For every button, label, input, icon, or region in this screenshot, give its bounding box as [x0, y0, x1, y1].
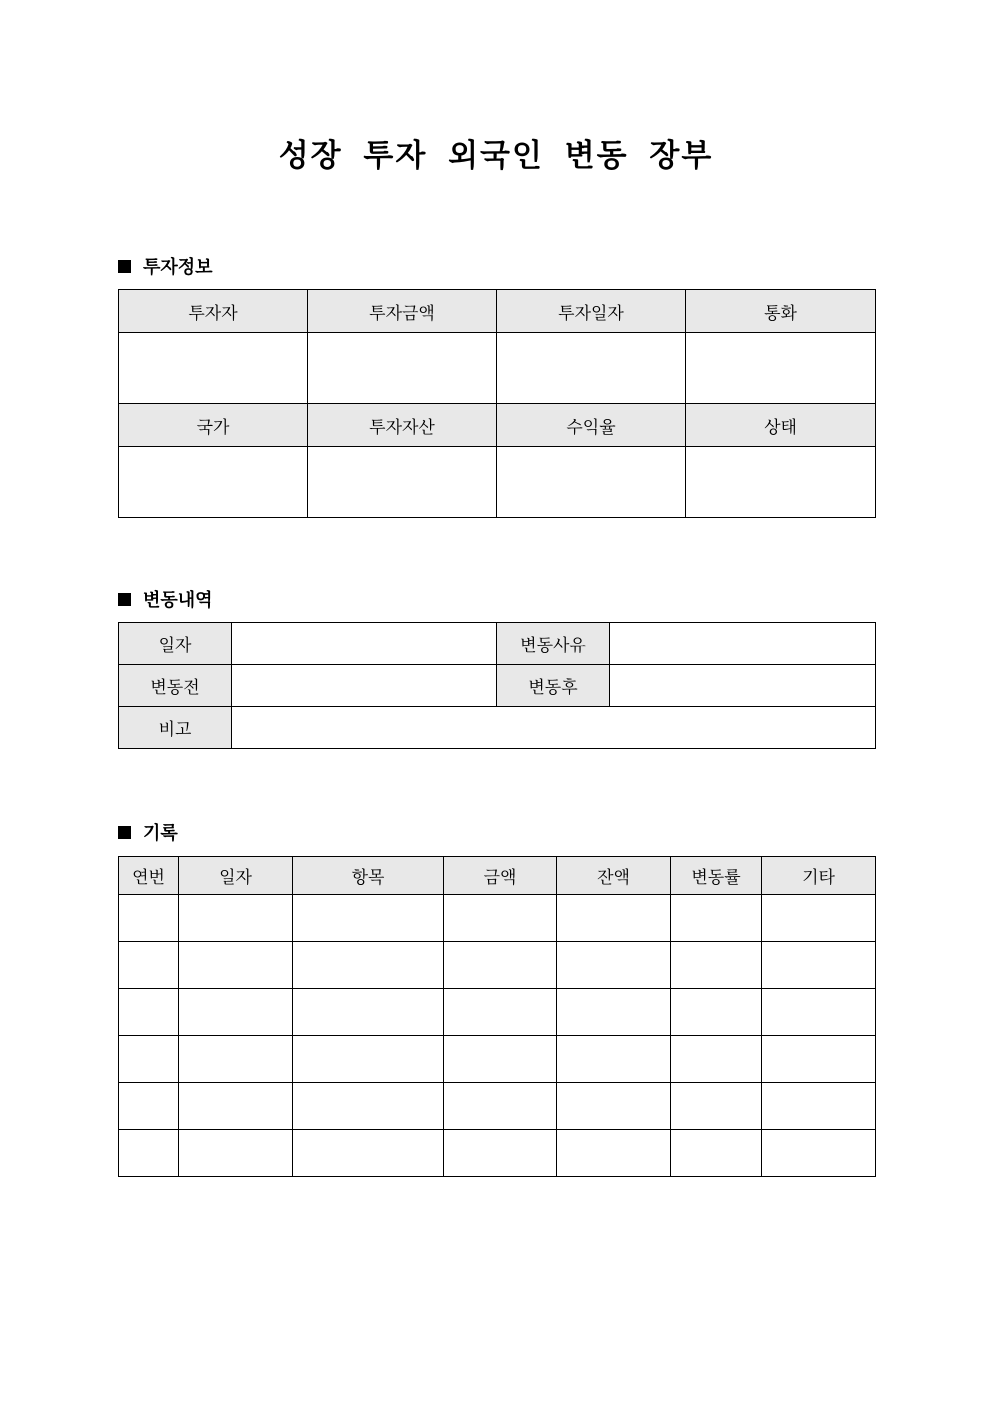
- date-cell[interactable]: [179, 942, 293, 989]
- section-heading-records: [118, 819, 178, 845]
- column-header-change-rate: 변동률: [671, 857, 762, 895]
- square-bullet-icon: [118, 593, 131, 606]
- column-header-other: 기타: [762, 857, 876, 895]
- change-rate-cell[interactable]: [671, 1130, 762, 1177]
- change-rate-cell[interactable]: [671, 895, 762, 942]
- serial-cell[interactable]: [119, 989, 179, 1036]
- other-cell[interactable]: [762, 942, 876, 989]
- table-row: [119, 1083, 876, 1130]
- header-currency: 통화: [686, 290, 876, 333]
- change-row: [119, 665, 876, 707]
- header-investment-amount: 투자금액: [308, 290, 497, 333]
- return-rate-field[interactable]: [497, 447, 686, 518]
- item-cell[interactable]: [293, 1036, 444, 1083]
- change-rate-cell[interactable]: [671, 1036, 762, 1083]
- value-row: [119, 447, 876, 518]
- column-header-balance: 잔액: [557, 857, 671, 895]
- date-cell[interactable]: [179, 1083, 293, 1130]
- column-header-item: 항목: [293, 857, 444, 895]
- country-field[interactable]: [119, 447, 308, 518]
- table-row: [119, 989, 876, 1036]
- square-bullet-icon: [118, 826, 131, 839]
- section-heading-investment-info: [118, 253, 213, 279]
- amount-cell[interactable]: [444, 895, 557, 942]
- item-cell[interactable]: [293, 895, 444, 942]
- investment-info-table: [118, 289, 876, 518]
- note-field[interactable]: [232, 707, 876, 749]
- column-header-serial: 연번: [119, 857, 179, 895]
- date-cell[interactable]: [179, 895, 293, 942]
- serial-cell[interactable]: [119, 1083, 179, 1130]
- header-country: 국가: [119, 404, 308, 447]
- change-rate-cell[interactable]: [671, 989, 762, 1036]
- amount-cell[interactable]: [444, 1083, 557, 1130]
- amount-cell[interactable]: [444, 1130, 557, 1177]
- date-cell[interactable]: [179, 1036, 293, 1083]
- amount-cell[interactable]: [444, 989, 557, 1036]
- currency-field[interactable]: [686, 333, 876, 404]
- table-row: [119, 895, 876, 942]
- other-cell[interactable]: [762, 895, 876, 942]
- before-change-label: 변동전: [119, 665, 232, 707]
- header-row: [119, 404, 876, 447]
- records-header-row: [119, 857, 876, 895]
- header-return-rate: 수익율: [497, 404, 686, 447]
- investor-field[interactable]: [119, 333, 308, 404]
- records-table: [118, 856, 876, 1177]
- before-change-field[interactable]: [232, 665, 497, 707]
- section-heading-change-details: [118, 586, 213, 612]
- header-investment-asset: 투자자산: [308, 404, 497, 447]
- balance-cell[interactable]: [557, 1036, 671, 1083]
- balance-cell[interactable]: [557, 989, 671, 1036]
- change-row: [119, 623, 876, 665]
- header-status: 상태: [686, 404, 876, 447]
- column-header-date: 일자: [179, 857, 293, 895]
- records-body: [119, 895, 876, 1177]
- serial-cell[interactable]: [119, 1036, 179, 1083]
- section-heading-label: 기록: [143, 823, 178, 844]
- section-heading-label: 투자정보: [143, 257, 213, 278]
- change-reason-field[interactable]: [610, 623, 876, 665]
- date-field[interactable]: [232, 623, 497, 665]
- amount-cell[interactable]: [444, 942, 557, 989]
- investment-amount-field[interactable]: [308, 333, 497, 404]
- balance-cell[interactable]: [557, 1130, 671, 1177]
- date-label: 일자: [119, 623, 232, 665]
- serial-cell[interactable]: [119, 1130, 179, 1177]
- other-cell[interactable]: [762, 1083, 876, 1130]
- change-reason-label: 변동사유: [497, 623, 610, 665]
- date-cell[interactable]: [179, 989, 293, 1036]
- value-row: [119, 333, 876, 404]
- header-investor: 투자자: [119, 290, 308, 333]
- after-change-field[interactable]: [610, 665, 876, 707]
- header-investment-date: 투자일자: [497, 290, 686, 333]
- page-title: 성장 투자 외국인 변동 장부: [278, 138, 714, 174]
- square-bullet-icon: [118, 260, 131, 273]
- balance-cell[interactable]: [557, 942, 671, 989]
- item-cell[interactable]: [293, 1130, 444, 1177]
- table-row: [119, 1130, 876, 1177]
- change-rate-cell[interactable]: [671, 942, 762, 989]
- note-label: 비고: [119, 707, 232, 749]
- column-header-amount: 금액: [444, 857, 557, 895]
- table-row: [119, 1036, 876, 1083]
- investment-asset-field[interactable]: [308, 447, 497, 518]
- investment-date-field[interactable]: [497, 333, 686, 404]
- other-cell[interactable]: [762, 1130, 876, 1177]
- balance-cell[interactable]: [557, 895, 671, 942]
- serial-cell[interactable]: [119, 942, 179, 989]
- serial-cell[interactable]: [119, 895, 179, 942]
- change-details-table: [118, 622, 876, 749]
- other-cell[interactable]: [762, 1036, 876, 1083]
- section-heading-label: 변동내역: [143, 590, 213, 611]
- change-row: [119, 707, 876, 749]
- change-rate-cell[interactable]: [671, 1083, 762, 1130]
- amount-cell[interactable]: [444, 1036, 557, 1083]
- item-cell[interactable]: [293, 1083, 444, 1130]
- item-cell[interactable]: [293, 989, 444, 1036]
- other-cell[interactable]: [762, 989, 876, 1036]
- item-cell[interactable]: [293, 942, 444, 989]
- balance-cell[interactable]: [557, 1083, 671, 1130]
- after-change-label: 변동후: [497, 665, 610, 707]
- table-row: [119, 942, 876, 989]
- status-field[interactable]: [686, 447, 876, 518]
- date-cell[interactable]: [179, 1130, 293, 1177]
- header-row: [119, 290, 876, 333]
